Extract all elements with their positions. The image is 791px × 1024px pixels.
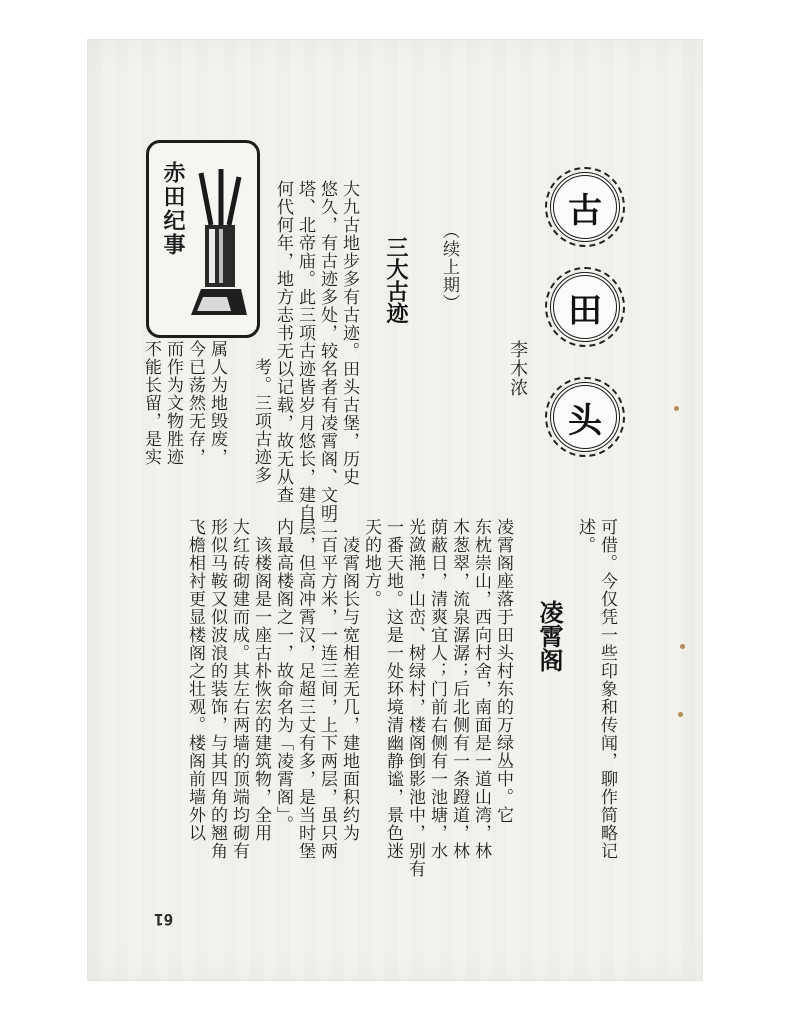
title-char-1: 古: [550, 172, 620, 242]
body-column: 属人为地毁废，: [207, 340, 228, 466]
body-column: 一番天地。这是一处环境清幽静谧，景色迷: [383, 518, 404, 860]
body-column: 而作为文物胜迹: [163, 340, 184, 466]
body-column: 大九古地步多有古迹。田头古堡，历史: [339, 180, 360, 486]
body-column: 塔、北帝庙。此三项古迹皆岁月悠长，建自: [295, 180, 316, 522]
author-name: 李木浓: [507, 340, 529, 397]
body-column: 层，但高冲霄汉，足超三丈有多，是当时堡: [295, 518, 316, 860]
body-column: 今已荡然无存，: [185, 340, 206, 466]
body-column: 东枕崇山，西向村舍，南面是一道山湾，林: [471, 518, 492, 860]
body-column: 二百平方米，一连三间，上下两层，虽只两: [317, 518, 338, 860]
body-column: 内最高楼阁之一，故命名为「凌霄阁」。: [273, 518, 294, 834]
section-heading-ancient: 三大古迹: [383, 236, 408, 324]
body-column: （续上期）: [439, 222, 460, 312]
title-char-2: 田: [550, 272, 620, 342]
body-column: 述。: [575, 518, 596, 554]
binding-hole: [680, 644, 685, 649]
column-stamp: [146, 140, 260, 338]
body-column: 考。三项古迹多: [251, 358, 272, 484]
title-char-3: 头: [550, 382, 620, 452]
body-column: 可借。今仅凭一些印象和传闻，聊作简略记: [597, 518, 618, 860]
page-number: 61: [154, 910, 174, 929]
section-heading-lingxiao: 凌霄阁: [535, 600, 563, 672]
body-column: 何代何年，地方志书无以记载，故无从查: [273, 180, 294, 504]
body-column: 悠久，有古迹多处，较名者有凌霄阁、文明: [317, 180, 338, 522]
body-column: 凌霄阁座落于田头村东的万绿丛中。它: [493, 518, 514, 824]
body-column: 形似马鞍又似波浪的装饰，与其四角的翘角: [207, 518, 228, 860]
body-column: 大红砖砌建而成。其左右两墙的顶端均砌有: [229, 518, 250, 860]
document-page: [88, 40, 702, 980]
stamp-title: 赤田纪事: [160, 161, 185, 257]
body-column: 不能长留，是实: [141, 340, 162, 466]
body-column: 飞檐相衬更显楼阁之壮观。楼阁前墙外以: [185, 518, 206, 842]
binding-hole: [678, 712, 683, 717]
body-column: 光潋滟，山峦、树绿村，楼阁倒影池中，别有: [405, 518, 426, 878]
body-column: 该楼阁是一座古朴恢宏的建筑物，全用: [251, 536, 272, 842]
body-column: 木葱翠，流泉潺潺；后北侧有一条蹬道，林: [449, 518, 470, 860]
body-column: 天的地方。: [361, 518, 382, 608]
brush-pot-icon: [191, 165, 251, 325]
body-column: 凌霄阁长与宽相差无几，建地面积约为: [339, 536, 360, 842]
body-column: 荫蔽日，清爽宜人；门前右侧有一池塘，水: [427, 518, 448, 860]
binding-hole: [674, 406, 679, 411]
